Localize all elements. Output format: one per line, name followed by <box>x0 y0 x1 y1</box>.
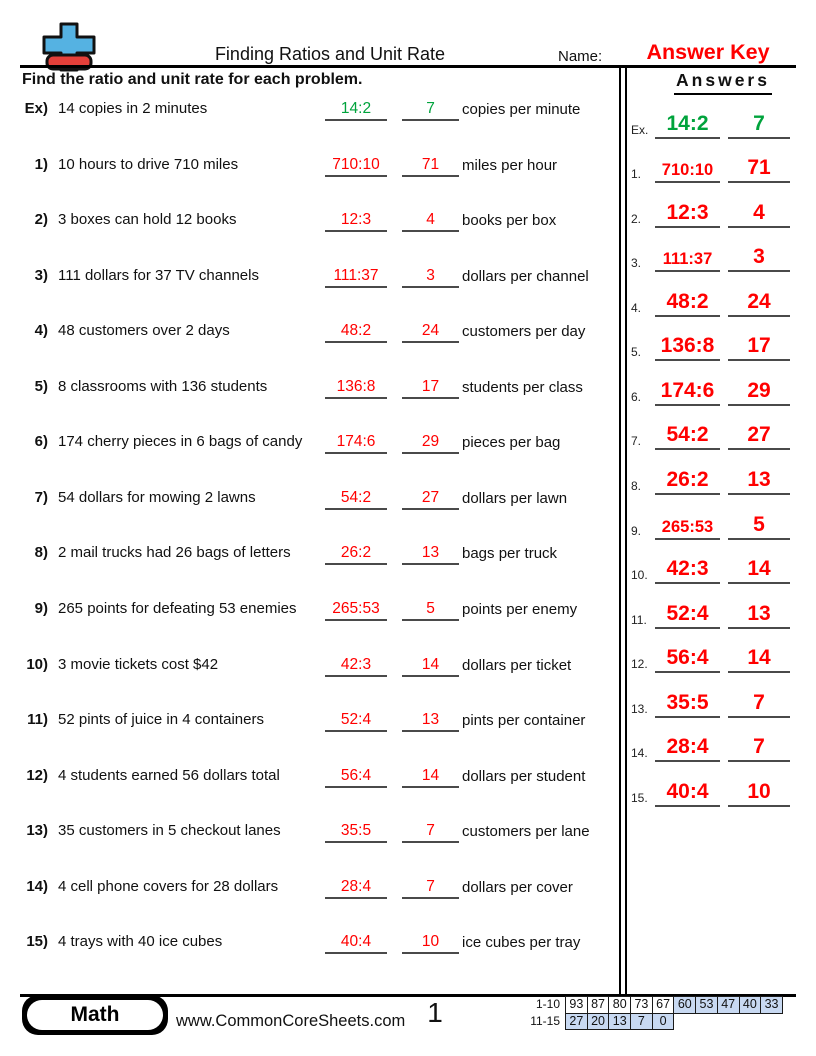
ratio-answer-blank: 26:2 <box>325 543 387 565</box>
problem-number: 7) <box>34 488 48 506</box>
answer-row-number: 13. <box>631 701 648 716</box>
answer-row-number: 4. <box>631 300 642 315</box>
rate-answer-blank: 13 <box>402 710 459 732</box>
unit-label: ice cubes per tray <box>462 934 581 952</box>
ratio-answer-blank: 710:10 <box>325 155 387 177</box>
answer-row-number: Ex. <box>631 122 649 137</box>
ratio-answer-blank: 136:8 <box>325 377 387 399</box>
unit-label: bags per truck <box>462 545 558 563</box>
answer-rate-blank: 14 <box>728 551 790 584</box>
unit-label: dollars per student <box>462 767 586 785</box>
score-cell: 80 <box>608 996 631 1014</box>
unit-label: customers per lane <box>462 823 590 841</box>
score-cell: 87 <box>587 996 610 1014</box>
unit-label: books per box <box>462 212 557 230</box>
problem-text: 4 cell phone covers for 28 dollars <box>58 877 279 895</box>
answer-ratio-blank: 111:37 <box>655 239 720 272</box>
problem-number: 12) <box>26 766 48 784</box>
answer-row <box>628 151 795 183</box>
score-cell: 20 <box>587 1013 610 1031</box>
answer-row <box>628 196 795 228</box>
answer-rate-blank: 13 <box>728 462 790 495</box>
score-table <box>508 996 783 1030</box>
answer-row <box>628 285 795 317</box>
subject-badge <box>22 995 168 1035</box>
problem-number: 2) <box>34 211 48 229</box>
answer-rate-blank: 24 <box>728 284 790 317</box>
answer-ratio-blank: 710:10 <box>655 150 720 183</box>
answer-row-number: 14. <box>631 746 648 761</box>
answer-ratio-blank: 42:3 <box>655 551 720 584</box>
problem-row <box>0 877 620 901</box>
problem-number: 9) <box>34 599 48 617</box>
problem-number: 15) <box>26 933 48 951</box>
problem-number: 14) <box>26 877 48 895</box>
answer-row <box>628 107 795 139</box>
answer-row-number: 12. <box>631 657 648 672</box>
answer-rate-blank: 3 <box>728 239 790 272</box>
problem-row <box>0 932 620 956</box>
problem-text: 48 customers over 2 days <box>58 322 230 340</box>
problem-row <box>0 377 620 401</box>
rate-answer-blank: 29 <box>402 432 459 454</box>
problem-number: 6) <box>34 433 48 451</box>
rate-answer-blank: 5 <box>402 599 459 621</box>
answer-row-number: 3. <box>631 256 642 271</box>
problem-text: 174 cherry pieces in 6 bags of candy <box>58 433 303 451</box>
ratio-answer-blank: 111:37 <box>325 266 387 288</box>
answer-rate-blank: 14 <box>728 640 790 673</box>
problem-row <box>0 155 620 179</box>
subject-badge-label: Math <box>27 1000 163 1030</box>
ratio-answer-blank: 35:5 <box>325 821 387 843</box>
ratio-answer-blank: 14:2 <box>325 99 387 121</box>
score-range-label: 11-15 <box>530 1013 560 1028</box>
answer-row <box>628 641 795 673</box>
score-table-row <box>508 1013 783 1031</box>
rate-answer-blank: 10 <box>402 932 459 954</box>
unit-label: customers per day <box>462 323 586 341</box>
answer-ratio-blank: 48:2 <box>655 284 720 317</box>
answer-row-number: 6. <box>631 389 642 404</box>
problem-number: 10) <box>26 655 48 673</box>
problem-text: 35 customers in 5 checkout lanes <box>58 822 281 840</box>
answer-row <box>628 508 795 540</box>
answer-row <box>628 374 795 406</box>
answer-ratio-blank: 54:2 <box>655 417 720 450</box>
answer-ratio-blank: 14:2 <box>655 106 720 139</box>
problem-row <box>0 710 620 734</box>
ratio-answer-blank: 40:4 <box>325 932 387 954</box>
problem-number: 3) <box>34 266 48 284</box>
score-cell: 33 <box>760 996 783 1014</box>
unit-label: students per class <box>462 378 583 396</box>
unit-label: points per enemy <box>462 600 578 618</box>
ratio-answer-blank: 52:4 <box>325 710 387 732</box>
problem-row <box>0 543 620 567</box>
answer-rate-blank: 27 <box>728 417 790 450</box>
answer-rate-blank: 10 <box>728 774 790 807</box>
answer-rate-blank: 7 <box>728 729 790 762</box>
problem-row <box>0 599 620 623</box>
answer-row <box>628 463 795 495</box>
answer-ratio-blank: 136:8 <box>655 328 720 361</box>
score-cell: 40 <box>739 996 762 1014</box>
answer-row <box>628 730 795 762</box>
score-range-label: 1-10 <box>535 997 560 1011</box>
page-number: 1 <box>427 997 443 1028</box>
problem-number: 8) <box>34 544 48 562</box>
problem-row <box>0 432 620 456</box>
score-cell: 73 <box>630 996 653 1014</box>
answer-rate-blank: 17 <box>728 328 790 361</box>
rate-answer-blank: 3 <box>402 266 459 288</box>
problem-number: 11) <box>27 711 48 729</box>
problem-text: 14 copies in 2 minutes <box>58 100 208 117</box>
answers-heading-label: Answers <box>674 70 772 95</box>
problem-row <box>0 766 620 790</box>
answer-key-text: Answer Key <box>646 40 770 64</box>
answer-row <box>628 775 795 807</box>
answer-row-number: 1. <box>631 167 642 182</box>
answer-rate-blank: 5 <box>728 507 790 540</box>
answer-row-number: 9. <box>631 523 642 538</box>
ratio-answer-blank: 12:3 <box>325 210 387 232</box>
answer-ratio-blank: 174:6 <box>655 373 720 406</box>
rate-answer-blank: 4 <box>402 210 459 232</box>
answers-heading <box>650 70 796 95</box>
answer-row-number: 15. <box>631 791 648 806</box>
score-cell: 93 <box>565 996 588 1014</box>
answer-row <box>628 240 795 272</box>
answer-row <box>628 597 795 629</box>
unit-label: dollars per ticket <box>462 656 572 674</box>
answer-row-number: 5. <box>631 345 642 360</box>
answer-ratio-blank: 265:53 <box>655 507 720 540</box>
score-cell: 27 <box>565 1013 588 1031</box>
problem-row <box>0 99 620 123</box>
ratio-answer-blank: 174:6 <box>325 432 387 454</box>
answer-ratio-blank: 28:4 <box>655 729 720 762</box>
problem-row <box>0 210 620 234</box>
problem-text: 4 trays with 40 ice cubes <box>58 933 223 951</box>
unit-label: copies per minute <box>462 101 581 118</box>
unit-label: pints per container <box>462 712 586 730</box>
score-cell: 67 <box>652 996 675 1014</box>
answer-row-number: 10. <box>631 568 648 583</box>
answer-rate-blank: 4 <box>728 195 790 228</box>
score-cell: 60 <box>673 996 696 1014</box>
answer-rate-blank: 7 <box>728 106 790 139</box>
header-rule <box>20 65 796 68</box>
problem-number: 5) <box>34 377 48 395</box>
answer-row <box>628 418 795 450</box>
problem-row <box>0 321 620 345</box>
answer-rate-blank: 7 <box>728 685 790 718</box>
answer-ratio-blank: 52:4 <box>655 596 720 629</box>
answer-row <box>628 686 795 718</box>
rate-answer-blank: 24 <box>402 321 459 343</box>
answer-row-number: 11. <box>631 612 647 627</box>
ratio-answer-blank: 48:2 <box>325 321 387 343</box>
answer-ratio-blank: 12:3 <box>655 195 720 228</box>
answers-divider <box>619 67 627 994</box>
rate-answer-blank: 13 <box>402 543 459 565</box>
rate-answer-blank: 7 <box>402 821 459 843</box>
score-cell: 7 <box>630 1013 653 1031</box>
unit-label: dollars per lawn <box>462 489 568 507</box>
problem-text: 52 pints of juice in 4 containers <box>58 711 264 729</box>
rate-answer-blank: 27 <box>402 488 459 510</box>
score-cell: 0 <box>652 1013 675 1031</box>
rate-answer-blank: 17 <box>402 377 459 399</box>
unit-label: pieces per bag <box>462 434 561 452</box>
rate-answer-blank: 7 <box>402 877 459 899</box>
problem-row <box>0 266 620 290</box>
score-cell: 53 <box>695 996 718 1014</box>
problem-row <box>0 488 620 512</box>
answer-ratio-blank: 40:4 <box>655 774 720 807</box>
unit-label: dollars per cover <box>462 878 573 896</box>
rate-answer-blank: 14 <box>402 766 459 788</box>
problem-text: 4 students earned 56 dollars total <box>58 766 280 784</box>
instruction-text: Find the ratio and unit rate for each problem. <box>22 71 363 88</box>
problem-text: 8 classrooms with 136 students <box>58 377 268 395</box>
rate-answer-blank: 7 <box>402 99 459 121</box>
unit-label: dollars per channel <box>462 267 589 285</box>
answer-ratio-blank: 35:5 <box>655 685 720 718</box>
problem-number: Ex) <box>24 100 48 117</box>
score-cell: 47 <box>717 996 740 1014</box>
problem-text: 2 mail trucks had 26 bags of letters <box>58 544 291 562</box>
answer-ratio-blank: 56:4 <box>655 640 720 673</box>
problem-number: 1) <box>34 155 48 173</box>
unit-label: miles per hour <box>462 156 558 174</box>
name-label: Name: <box>558 48 603 65</box>
ratio-answer-blank: 42:3 <box>325 655 387 677</box>
answer-row-number: 2. <box>631 211 642 226</box>
answer-ratio-blank: 26:2 <box>655 462 720 495</box>
score-cell: 13 <box>608 1013 631 1031</box>
answer-rate-blank: 29 <box>728 373 790 406</box>
problem-row <box>0 655 620 679</box>
problem-text: 265 points for defeating 53 enemies <box>58 599 297 617</box>
problem-text: 3 movie tickets cost $42 <box>58 655 219 673</box>
ratio-answer-blank: 28:4 <box>325 877 387 899</box>
score-table-row <box>508 996 783 1014</box>
problem-number: 4) <box>34 322 48 340</box>
rate-answer-blank: 71 <box>402 155 459 177</box>
answer-row <box>628 552 795 584</box>
answer-rate-blank: 71 <box>728 150 790 183</box>
problem-text: 10 hours to drive 710 miles <box>58 155 239 173</box>
problem-row <box>0 821 620 845</box>
problem-text: 111 dollars for 37 TV channels <box>58 266 259 284</box>
website-url: www.CommonCoreSheets.com <box>176 1012 406 1030</box>
answer-row-number: 7. <box>631 434 642 449</box>
answer-row <box>628 329 795 361</box>
rate-answer-blank: 14 <box>402 655 459 677</box>
ratio-answer-blank: 54:2 <box>325 488 387 510</box>
worksheet-title: Finding Ratios and Unit Rate <box>214 44 446 64</box>
ratio-answer-blank: 56:4 <box>325 766 387 788</box>
problem-text: 54 dollars for mowing 2 lawns <box>58 488 256 506</box>
ratio-answer-blank: 265:53 <box>325 599 387 621</box>
problem-text: 3 boxes can hold 12 books <box>58 211 237 229</box>
answer-row-number: 8. <box>631 479 642 494</box>
answer-rate-blank: 13 <box>728 596 790 629</box>
problem-number: 13) <box>26 822 48 840</box>
